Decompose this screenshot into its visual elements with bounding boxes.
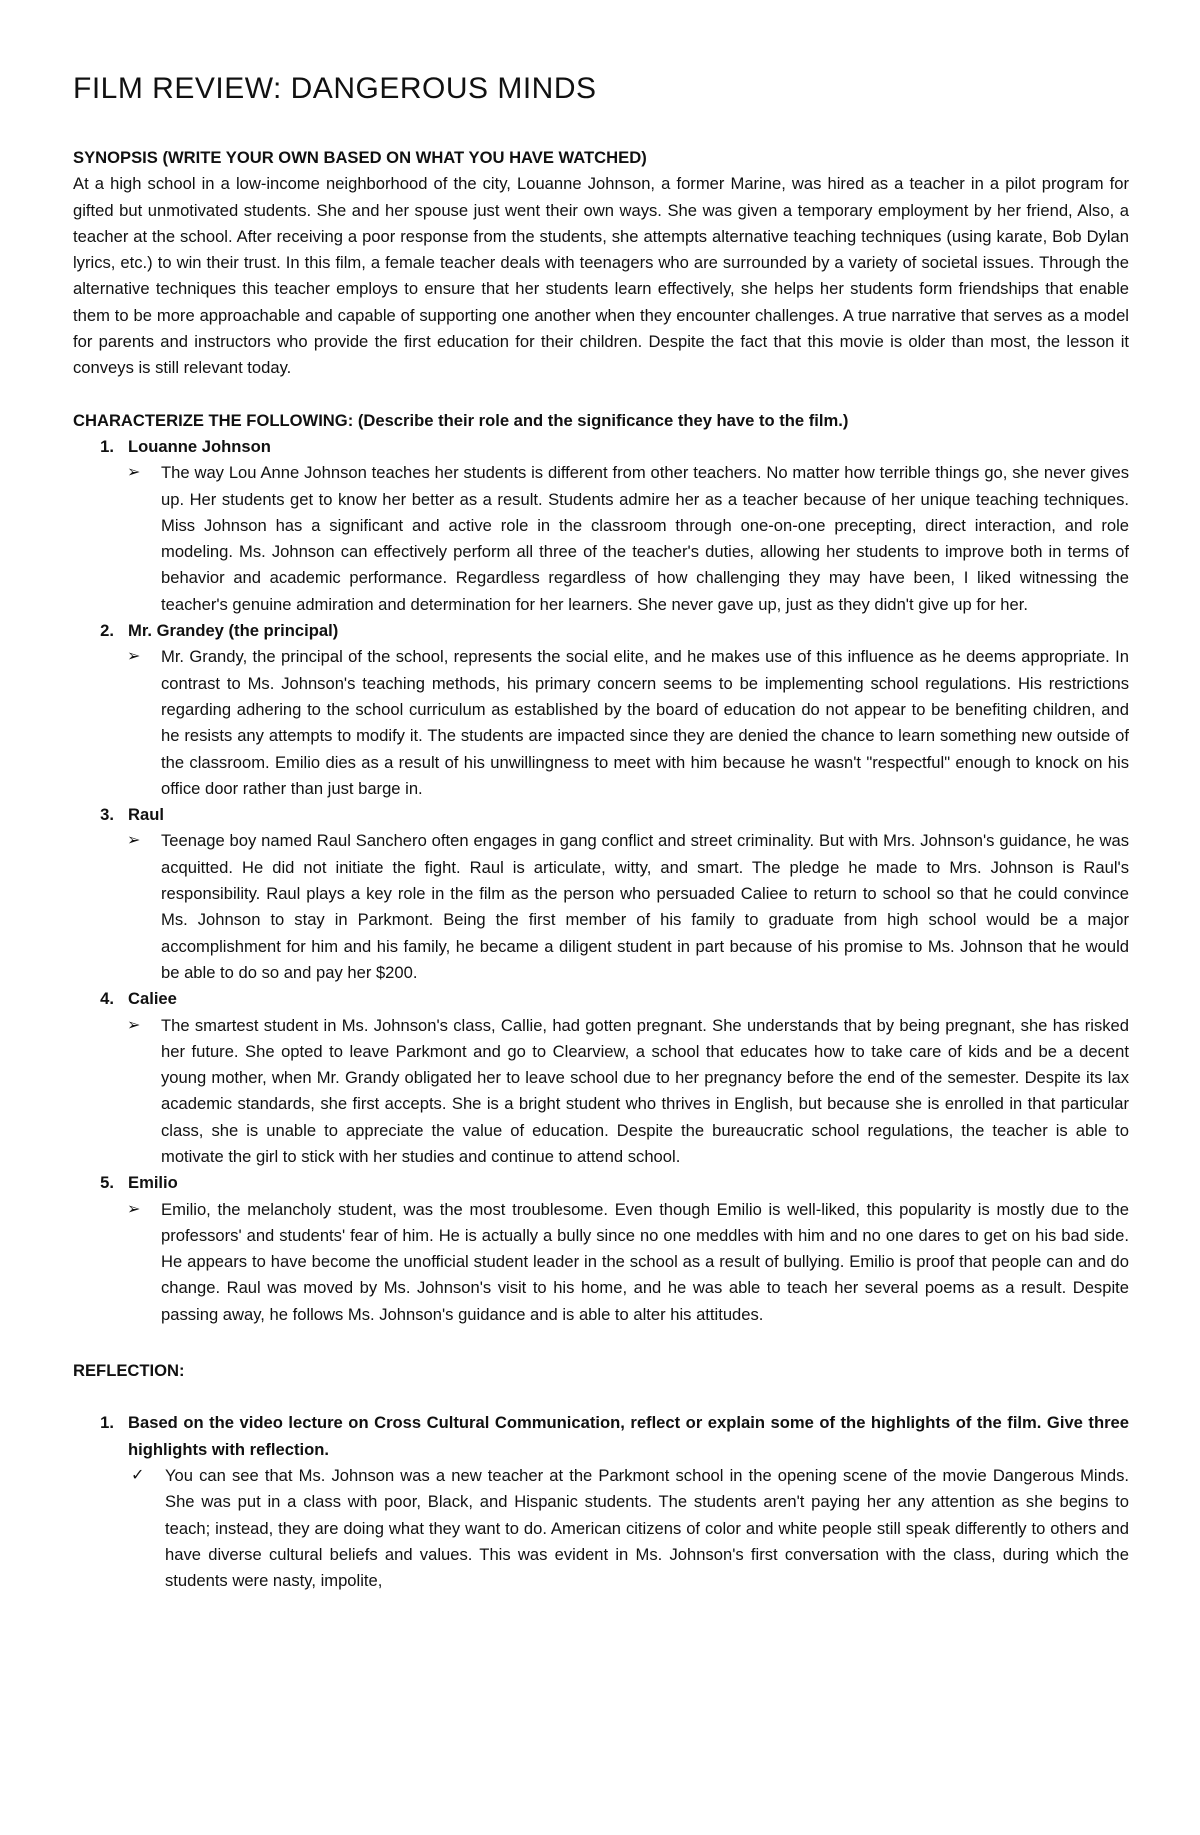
character-text: The smartest student in Ms. Johnson's class, Callie, had gotten pregnant. She understands that by being pregnant, she has risked her future. She opted to leave Parkmont and go to Clearview, a school that educates how to take care of kids and be a decent young mother, when Mr. Grandy obligated her to leave school due to her pregnancy before the end of the semester. Despite its lax academic standards, she first accepts. She is a bright student who thrives in English, but because she is enrolled in that particular class, she is unable to appreciate the value of education. Despite the bureaucratic school regulations, the teacher is able to motivate the girl to stick with her studies and continue to attend school. xyxy=(161,1015,1129,1166)
reflection-heading: REFLECTION: xyxy=(73,1361,185,1381)
arrow-bullet-icon: ➢ xyxy=(127,464,141,482)
reflection-answer xyxy=(73,1463,1129,1594)
synopsis-heading: SYNOPSIS (WRITE YOUR OWN BASED ON WHAT YOU HAVE WATCHED) xyxy=(73,148,647,167)
character-description xyxy=(73,1197,1129,1328)
arrow-bullet-icon: ➢ xyxy=(127,648,141,666)
character-number: 1. xyxy=(100,436,114,456)
checkmark-bullet-icon: ✓ xyxy=(131,1466,145,1484)
character-name: Mr. Grandey (the principal) xyxy=(128,621,339,641)
reflection-question-text: Based on the video lecture on Cross Cultural Communication, reflect or explain some of the highlights of the film. Give three highlights with reflection. xyxy=(128,1413,1129,1459)
characterize-heading: CHARACTERIZE THE FOLLOWING: (Describe their role and the significance they have to the film.) xyxy=(73,410,849,430)
reflection-question xyxy=(73,1410,1129,1463)
character-item xyxy=(73,434,1129,460)
synopsis-text: At a high school in a low-income neighborhood of the city, Louanne Johnson, a former Marine, was hired as a teacher in a pilot program for gifted but unmotivated students. She and her spouse just went their own ways. She was given a temporary employment by her friend, Also, a teacher at the school. After receiving a poor response from the students, she attempts alternative teaching techniques (using karate, Bob Dylan lyrics, etc.) to win their trust. In this film, a female teacher deals with teenagers who are surrounded by a variety of societal issues. Through the alternative techniques this teacher employs to ensure that her students learn effectively, she helps her students form friendships that enable them to be more approachable and capable of supporting one another when they encounter challenges. A true narrative that serves as a model for parents and instructors who provide the first education for their children. Despite the fact that this movie is older than most, the lesson it conveys is still relevant today. xyxy=(73,174,1129,378)
character-text: Teenage boy named Raul Sanchero often engages in gang conflict and street criminality. But with Mrs. Johnson's guidance, he was acquitted. He did not initiate the fight. Raul is articulate, witty, and smart. The pledge he made to Mrs. Johnson is Raul's responsibility. Raul plays a key role in the film as the person who persuaded Caliee to return to school so that he could convince Ms. Johnson to stay in Parkmont. Being the first member of his family to graduate from high school would be a major accomplishment for him and his family, he became a diligent student in part because of his promise to Ms. Johnson that he would be able to do so and pay her $200. xyxy=(161,831,1129,982)
character-name: Caliee xyxy=(128,989,177,1009)
character-text: Emilio, the melancholy student, was the most troublesome. Even though Emilio is well-liked, this popularity is mostly due to the professors' and students' fear of him. He is actually a bully since no one meddles with him and no one dares to get on his bad side. He appears to have become the unofficial student leader in the school as a result of bullying. Emilio is proof that people can and do change. Raul was moved by Ms. Johnson's visit to his home, and he was able to teach her several poems as a result. Despite passing away, he follows Ms. Johnson's guidance and is able to alter his attitudes. xyxy=(161,1199,1129,1324)
character-item xyxy=(73,618,1129,644)
character-description xyxy=(73,828,1129,986)
character-text: The way Lou Anne Johnson teaches her students is different from other teachers. No matter how terrible things go, she never gives up. Her students get to know her better as a result. Students admire her as a teacher because of her unique teaching techniques. Miss Johnson has a significant and active role in the classroom through one-on-one precepting, direct interaction, and role modeling. Ms. Johnson can effectively perform all three of the teacher's duties, allowing her students to improve both in terms of behavior and academic performance. Regardless regardless of how challenging they may have been, I liked witnessing the teacher's genuine admiration and determination for her learners. She never gave up, just as they didn't give up for her. xyxy=(161,463,1129,614)
character-name: Emilio xyxy=(128,1173,178,1193)
character-description xyxy=(73,644,1129,802)
character-name: Raul xyxy=(128,805,164,825)
character-description xyxy=(73,1013,1129,1171)
character-text: Mr. Grandy, the principal of the school, represents the social elite, and he makes use of this influence as he deems appropriate. In contrast to Ms. Johnson's teaching methods, his primary concern seems to be implementing school regulations. His restrictions regarding adhering to the school curriculum as established by the board of education do not appear to be benefiting children, and he resists any attempts to modify it. The students are impacted since they are denied the chance to learn something new outside of the classroom. Emilio dies as a result of his unwillingness to meet with him because he wasn't "respectful" enough to knock on his office door rather than just barge in. xyxy=(161,647,1129,798)
character-item xyxy=(73,802,1129,828)
character-item xyxy=(73,986,1129,1012)
arrow-bullet-icon: ➢ xyxy=(127,1200,141,1218)
character-number: 4. xyxy=(100,989,114,1009)
character-description xyxy=(73,460,1129,618)
document-body xyxy=(73,145,1129,1594)
document-title: FILM REVIEW: DANGEROUS MINDS xyxy=(73,72,597,105)
character-name: Louanne Johnson xyxy=(128,436,271,456)
arrow-bullet-icon: ➢ xyxy=(127,1016,141,1034)
character-number: 3. xyxy=(100,805,114,825)
character-item xyxy=(73,1170,1129,1196)
reflection-answer-text: You can see that Ms. Johnson was a new teacher at the Parkmont school in the opening scene of the movie Dangerous Minds. She was put in a class with poor, Black, and Hispanic students. The students aren't paying her any attention as she begins to teach; instead, they are doing what they want to do. American citizens of color and white people still speak differently to others and have diverse cultural beliefs and values. This was evident in Ms. Johnson's first conversation with the class, during which the students were nasty, impolite, xyxy=(165,1465,1129,1591)
arrow-bullet-icon: ➢ xyxy=(127,832,141,850)
character-number: 2. xyxy=(100,621,114,641)
reflection-number: 1. xyxy=(100,1413,114,1433)
character-number: 5. xyxy=(100,1173,114,1193)
